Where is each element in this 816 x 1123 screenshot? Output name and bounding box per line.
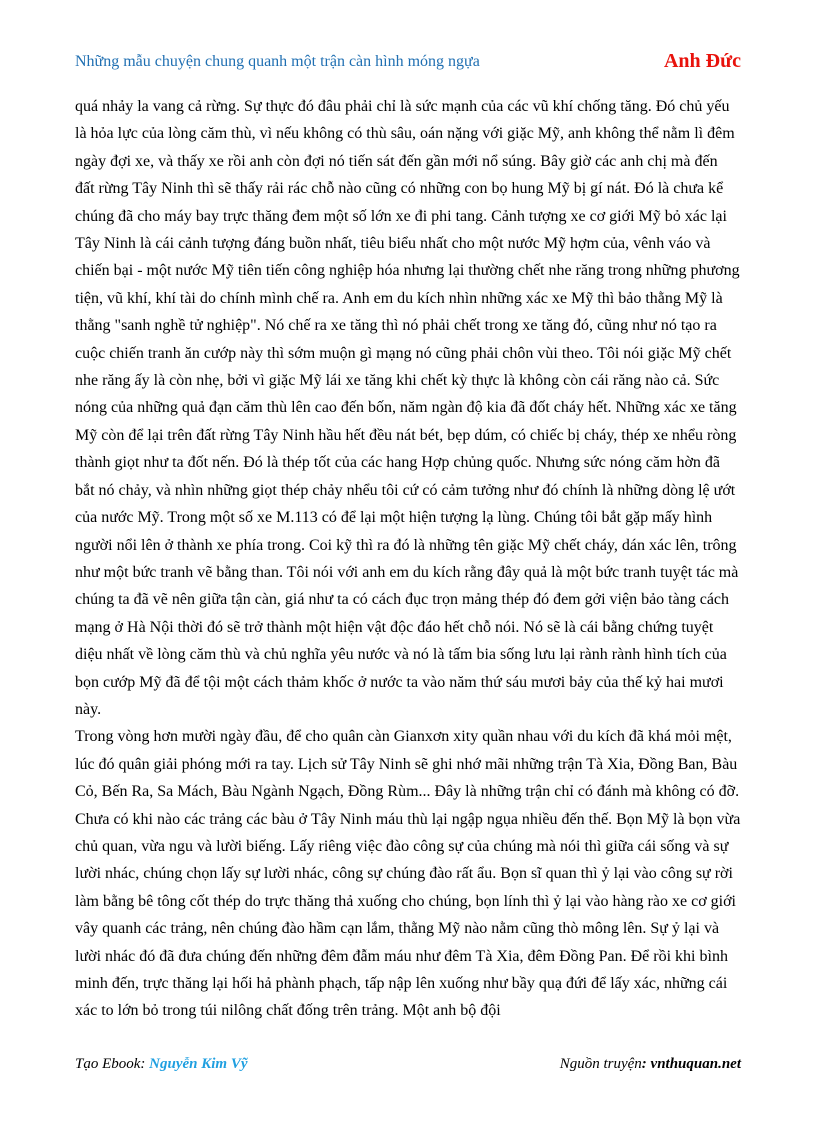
source-credit xyxy=(560,1056,741,1073)
paragraph: quá nhảy la vang cả rừng. Sự thực đó đâu phải chỉ là sức mạnh của các vũ khí chống tăng. Đó chủ yếu là hỏa lực của lòng căm thù, vì nếu không có thù sâu, oán nặng với giặc Mỹ, anh không thể nằm lì đêm ngày đợi xe, và thấy xe rồi anh còn đợi nó tiến sát đến gần mới nổ súng. Bây giờ các anh chị mà đến đất rừng Tây Ninh thì sẽ thấy rải rác chỗ nào cũng có những con bọ hung Mỹ bị gí nát. Đó là chưa kể chúng đã cho máy bay trực thăng đem một số lớn xe đi phi tang. Cảnh tượng xe cơ giới Mỹ bỏ xác lại Tây Ninh là cái cảnh tượng đáng buồn nhất, tiêu biểu nhất cho một nước Mỹ hợm của, vênh váo và chiến bại - một nước Mỹ tiên tiến công nghiệp hóa nhưng lại thường chết nhe răng trong những phương tiện, vũ khí, khí tài do chính mình chế ra. Anh em du kích nhìn những xác xe Mỹ thì bảo thằng Mỹ là thằng "sanh nghề tử nghiệp". Nó chế ra xe tăng thì nó phải chết trong xe tăng đó, cũng như nó tạo ra cuộc chiến tranh ăn cướp này thì sớm muộn gì mạng nó cũng phải chôn vùi theo. Tôi nói giặc Mỹ chết nhe răng ấy là còn nhẹ, bởi vì giặc Mỹ lái xe tăng khi chết kỳ thực là không còn cái răng nào cả. Sức nóng của những quả đạn căm thù lên cao đến bốn, năm ngàn độ kia đã đốt cháy hết. Những xác xe tăng Mỹ còn để lại trên đất rừng Tây Ninh hầu hết đều nát bét, bẹp dúm, có chiếc bị cháy, thép xe nhểu ròng thành giọt như ta đốt nến. Đó là thép tốt của các hang Hợp chủng quốc. Nhưng sức nóng căm hờn đã bắt nó chảy, và nhìn những giọt thép chảy nhểu tôi cứ có cảm tưởng như đó chính là những dòng lệ ướt của nước Mỹ. Trong một số xe M.113 có để lại một hiện tượng lạ lùng. Chúng tôi bắt gặp mấy hình người nổi lên ở thành xe phía trong. Coi kỹ thì ra đó là những tên giặc Mỹ chết cháy, dán xác lên, trông như một bức tranh vẽ bằng than. Tôi nói với anh em du kích rằng đây quả là một bức tranh tuyệt tác mà chúng ta đã vẽ nên giữa tận càn, giá như ta có cách đục trọn mảng thép đó đem gởi viện bảo tàng cách mạng ở Hà Nội thời đó sẽ trở thành một hiện vật độc đáo hết chỗ nói. Nó sẽ là cái bằng chứng tuyệt diệu nhất về lòng căm thù và chủ nghĩa yêu nước và nó là tấm bia sống lưu lại rành rành hình tích của bọn cướp Mỹ đã để tội một cách thảm khốc ở nước ta vào năm thứ sáu mươi bảy của thế kỷ hai mươi này. xyxy=(75,98,740,718)
page-footer xyxy=(75,1056,741,1078)
author-name: Anh Đức xyxy=(663,50,741,72)
ebook-credit-separator: : xyxy=(140,1056,150,1072)
ebook-credit-label: Tạo Ebook xyxy=(75,1056,141,1072)
source-credit-separator: : xyxy=(641,1056,651,1072)
ebook-creator-name: Nguyễn Kim Vỹ xyxy=(149,1056,248,1072)
book-title: Những mẫu chuyện chung quanh một trận càn hình móng ngựa xyxy=(75,53,480,70)
page-content xyxy=(75,93,741,1025)
source-site: vnthuquan.net xyxy=(650,1056,741,1072)
page-header xyxy=(75,50,741,78)
paragraph: Trong vòng hơn mười ngày đầu, để cho quân càn Gianxơn xity quần nhau với du kích đã khá mỏi mệt, lúc đó quân giải phóng mới ra tay. Lịch sử Tây Ninh sẽ ghi nhớ mãi những trận Tà Xia, Đồng Ban, Bàu Cỏ, Bến Ra, Sa Mách, Bàu Ngành Ngạch, Đồng Rùm... Đây là những trận chỉ có đánh mà không có đỡ. Chưa có khi nào các trảng các bàu ở Tây Ninh máu thù lại ngập ngụa nhiều đến thế. Bọn Mỹ là bọn vừa chủ quan, vừa ngu và lười biếng. Lấy riêng việc đào công sự của chúng mà nói thì giữa cái sống và sự lười nhác, chúng chọn lấy sự lười nhác, công sự chúng đào rất ẩu. Bọn sĩ quan thì ỷ lại vào công sự rời làm bằng bê tông cốt thép do trực thăng thả xuống cho chúng, bọn lính thì ỷ lại vào hàng rào xe cơ giới vây quanh các trảng, nên chúng đào hầm cạn lắm, thằng Mỹ nào nằm cũng thò mông lên. Sự ỷ lại và lười nhác đó đã đưa chúng đến những đêm đẫm máu như đêm Tà Xia, đêm Đồng Pan. Để rồi khi bình minh đến, trực thăng lại hối hả phành phạch, tấp nập lên xuống như bầy quạ đứi để lấy xác, những cái xác to lớn bỏ trong túi nilông chất đống trên trảng. Một anh bộ đội xyxy=(75,728,741,1020)
ebook-credit xyxy=(75,1056,248,1073)
source-credit-label: Nguồn truyện xyxy=(559,1056,642,1072)
